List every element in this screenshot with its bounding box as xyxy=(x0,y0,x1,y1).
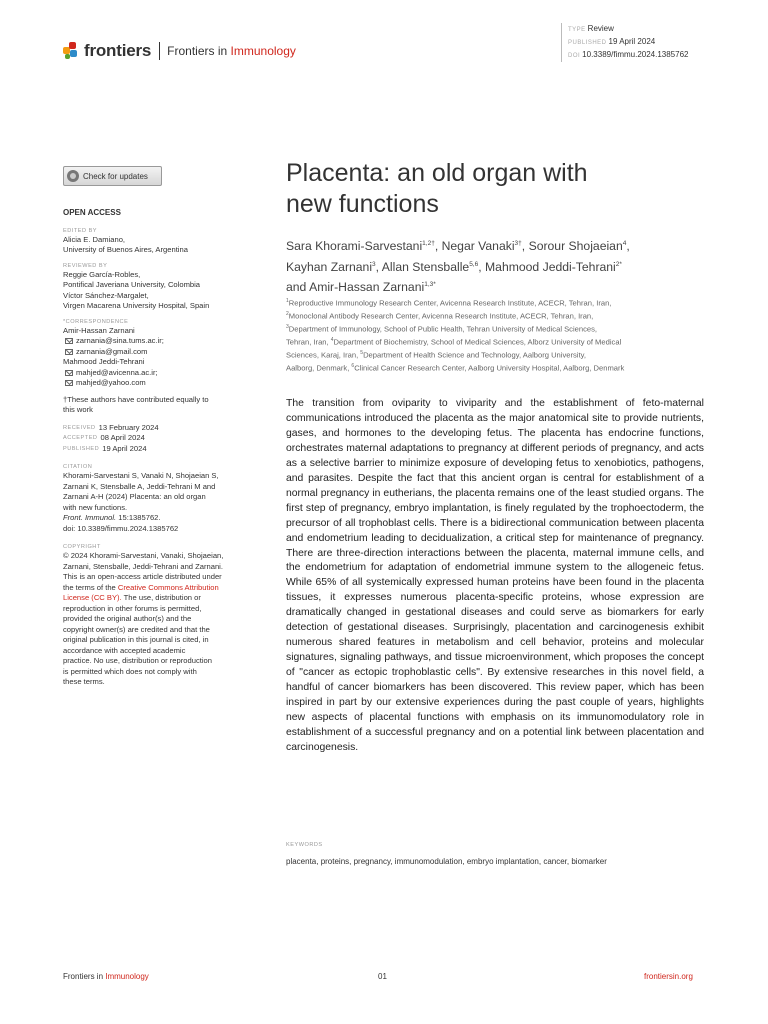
accepted-date xyxy=(63,433,258,444)
affiliation-text: Tehran, Iran, xyxy=(286,337,331,347)
reviewer-name: Víctor Sánchez-Margalet, xyxy=(63,290,149,300)
author-and: and xyxy=(286,280,310,295)
email-link[interactable]: zarnania@sina.tums.ac.ir; xyxy=(76,336,164,345)
affiliation-line xyxy=(286,335,726,348)
copyright-line: © 2024 Khorami-Sarvestani, Vanaki, Shojaeian, xyxy=(63,551,224,560)
copyright-line xyxy=(63,583,258,594)
meta-type-label: TYPE xyxy=(568,27,586,33)
affiliation-text: Department of Biochemistry, School of Medical Sciences, Alborz University of Medical xyxy=(333,337,622,347)
accepted-value: 08 April 2024 xyxy=(100,433,145,442)
author-name[interactable]: Allan Stensballe xyxy=(381,259,470,274)
footer-journal-name: Immunology xyxy=(105,972,149,981)
page-number: 01 xyxy=(378,972,387,981)
author-name[interactable]: Negar Vanaki xyxy=(441,239,515,254)
footer-journal-prefix: Frontiers in xyxy=(63,972,106,981)
crossmark-icon xyxy=(67,170,79,182)
citation-doi[interactable]: doi: 10.3389/fimmu.2024.1385762 xyxy=(63,523,179,533)
affiliation-text: Monoclonal Antibody Research Center, Avicenna Research Institute, ACECR, Tehran, Iran, xyxy=(288,311,594,321)
received-date xyxy=(63,423,258,434)
article-title xyxy=(286,158,716,220)
editor-name: Alicia E. Damiano, xyxy=(63,234,126,244)
author-line xyxy=(286,235,716,256)
email-row[interactable] xyxy=(63,336,258,347)
email-row[interactable] xyxy=(63,378,258,389)
citation-journal: Front. Immunol. xyxy=(63,513,117,522)
affiliation-sup: 4 xyxy=(330,337,334,344)
envelope-icon xyxy=(65,338,73,344)
title-line: new functions xyxy=(286,190,439,218)
copyright-line: is permitted which does not comply with xyxy=(63,666,197,676)
copyright-line xyxy=(63,593,258,604)
affiliations xyxy=(286,296,726,374)
sidebar xyxy=(63,208,258,688)
author-name[interactable]: Kayhan Zarnani xyxy=(286,259,373,274)
contribution-note-line: this work xyxy=(63,405,93,414)
affiliation-sup: 2 xyxy=(286,311,289,318)
affiliation-sup: 5 xyxy=(360,350,364,357)
email-row[interactable] xyxy=(63,347,258,358)
author-sup: 1,3* xyxy=(424,281,436,289)
contribution-note xyxy=(63,395,258,416)
meta-doi[interactable] xyxy=(568,49,688,62)
check-for-updates-button[interactable] xyxy=(63,166,162,186)
affiliation-sup: 1 xyxy=(286,298,289,304)
reviewer-affiliation: Virgen Macarena University Hospital, Spain xyxy=(63,301,210,310)
frontiers-logo[interactable] xyxy=(63,41,296,61)
author-sep: , xyxy=(434,239,442,254)
footer-site-link[interactable]: frontiersin.org xyxy=(644,972,693,981)
journal-name[interactable] xyxy=(167,44,296,58)
meta-type xyxy=(568,23,688,36)
author-sup: 1,2† xyxy=(422,240,435,247)
author-sup: 3† xyxy=(514,240,522,247)
citation-line: Zarnani K, Stensballe A, Jeddi-Tehrani M and xyxy=(63,481,216,491)
journal-title: Immunology xyxy=(230,44,296,58)
affiliation-line xyxy=(286,309,726,322)
meta-doi-value[interactable]: 10.3389/fimmu.2024.1385762 xyxy=(582,50,689,59)
affiliation-text: Department of Health Science and Technology, Aalborg University, xyxy=(363,350,586,360)
author-sep: , xyxy=(521,239,529,254)
corresponding-author-1: Amir-Hassan Zarnani xyxy=(63,325,135,335)
email-link[interactable]: zarnania@gmail.com xyxy=(76,346,148,356)
edited-by-label: EDITED BY xyxy=(63,227,98,234)
cc-license-link[interactable]: License (CC BY). xyxy=(63,593,122,602)
title-line: Placenta: an old organ with xyxy=(286,159,588,187)
affiliation-line xyxy=(286,322,726,335)
open-access-label: OPEN ACCESS xyxy=(63,208,121,217)
affiliation-text: Sciences, Karaj, Iran, xyxy=(286,350,361,360)
copyright-line: copyright owner(s) are credited and that the xyxy=(63,624,210,634)
received-label: RECEIVED xyxy=(63,424,96,431)
citation-line: with new functions. xyxy=(63,502,128,512)
cc-license-link[interactable]: Creative Commons Attribution xyxy=(117,582,219,592)
frontiers-logo-icon xyxy=(63,42,79,60)
meta-published-value: 19 April 2024 xyxy=(608,37,656,46)
copyright-line: provided the original author(s) and the xyxy=(63,614,192,623)
affiliation-line xyxy=(286,296,726,309)
affiliation-line xyxy=(286,361,726,374)
check-for-updates-label: Check for updates xyxy=(83,171,148,181)
affiliation-sup: 6 xyxy=(351,363,355,370)
author-list xyxy=(286,235,716,297)
email-row[interactable] xyxy=(63,368,258,379)
meta-doi-label: DOI xyxy=(568,53,581,59)
author-line xyxy=(286,256,716,277)
author-sep: , xyxy=(478,259,486,274)
header-divider xyxy=(159,42,160,60)
author-name[interactable]: Sara Khorami-Sarvestani xyxy=(286,239,423,254)
email-link[interactable]: mahjed@yahoo.com xyxy=(76,378,146,387)
author-sup: 2* xyxy=(615,260,622,268)
author-name[interactable]: Mahmood Jeddi-Tehrani xyxy=(485,259,616,274)
copyright-line: This is an open-access article distributed under xyxy=(63,572,222,581)
abstract: The transition from oviparity to viviparity and the establishment of feto-maternal communications introduced the placenta as the major anatomical site to provide nutrients, gases, and hormones to the developing fetus. The placenta has endocrine functions, orchestrates maternal adaptations to pregnancy at different periods of pregnancy, and acts as a selective barrier to minimize exposure of developing fetus to xenobiotics, pathogens, and parasites. Despite the fact that this ancient organ is central for establishment of a normal pregnancy in eutherians, the placenta remains one of the least studied organs. The first step of pregnancy, embryo implantation, is finely regulated by the trophoectoderm, the precursor of all trophoblast cells. There is a bidirectional communication between placenta and endometrium leading to decidualization, a critical step for maintenance of pregnancy. There are three-direction interactions between the placenta, maternal immune cells, and the endometrium for adaptation of endometrial immune system to the allogeneic fetus. While 65% of all systemically expressed human proteins have been found in the placenta tissues, it expresses numerous placenta-specific proteins, whose expression are dramatically changed in gestational diseases and could serve as biomarkers for early detection of gestational diseases. Surprisingly, placentation and carcinogenesis exhibit numerous shared features in metabolism and cell behavior, proteins and molecular signatures, signaling pathways, and tissue microenvironment, which proposes the concept of "cancer as ectopic trophoblastic cells". By extensive researches in this novel field, a handful of cancer biomarkers has been discovered. This review paper, which has been inspired in part by our extensive experiences during the past couple of years, highlights new aspects of placental functions with emphasis on its immunomodulatory role in establishment of a successful pregnancy and on a potential link between placentation and carcinogenesis. xyxy=(286,398,704,753)
contribution-note-line: †These authors have contributed equally to xyxy=(63,394,209,404)
copyright-line: these terms. xyxy=(63,677,105,686)
author-sep: , xyxy=(626,239,630,254)
meta-published-label: PUBLISHED xyxy=(568,40,607,46)
footer-journal[interactable] xyxy=(63,972,149,981)
affiliation-text: Clinical Cancer Research Center, Aalborg University Hospital, Aalborg, Denmark xyxy=(354,363,625,373)
copyright-line: original publication in this journal is cited, in xyxy=(63,635,209,644)
affiliation-text: Department of Immunology, School of Public Health, Tehran University of Medical Sciences, xyxy=(288,324,598,334)
article-meta xyxy=(561,23,688,62)
email-link[interactable]: mahjed@avicenna.ac.ir; xyxy=(76,367,158,377)
reviewer-name: Reggie García-Robles, xyxy=(63,269,141,279)
received-value: 13 February 2024 xyxy=(98,422,159,432)
article-dates xyxy=(63,423,258,455)
affiliation-text: Reproductive Immunology Research Center, Avicenna Research Institute, ACECR, Tehran, Iran, xyxy=(288,298,612,308)
author-sep: , xyxy=(375,259,382,274)
citation-journal-line xyxy=(63,513,258,524)
author-sup: 3 xyxy=(372,260,376,268)
accepted-label: ACCEPTED xyxy=(63,435,98,441)
correspondence-label: *CORRESPONDENCE xyxy=(63,318,129,325)
copyright-line: reproduction in other forums is permitted, xyxy=(63,603,202,613)
affiliation-text: Aalborg, Denmark, xyxy=(286,363,352,373)
copyright-line: Zarnani, Stensballe, Jeddi-Tehrani and Zarnani. xyxy=(63,561,223,571)
citation-line: Khorami-Sarvestani S, Vanaki N, Shojaeian S, xyxy=(63,471,219,480)
citation-line: Zarnani A-H (2024) Placenta: an old organ xyxy=(63,492,206,501)
envelope-icon xyxy=(65,349,73,355)
author-line xyxy=(286,276,716,297)
brand-name: frontiers xyxy=(84,41,152,60)
published-value: 19 April 2024 xyxy=(102,443,147,453)
keywords: placenta, proteins, pregnancy, immunomodulation, embryo implantation, cancer, biomarker xyxy=(286,857,607,866)
published-label: PUBLISHED xyxy=(63,445,100,452)
copyright-terms-prefix: the terms of the xyxy=(63,582,118,592)
meta-type-value: Review xyxy=(587,24,614,33)
copyright-label: COPYRIGHT xyxy=(63,544,101,550)
published-date xyxy=(63,444,258,455)
copyright-line: practice. No use, distribution or reproduction xyxy=(63,656,212,665)
author-sup: 5,6 xyxy=(469,260,479,268)
author-name[interactable]: Amir-Hassan Zarnani xyxy=(309,280,425,295)
author-name[interactable]: Sorour Shojaeian xyxy=(528,239,623,254)
envelope-icon xyxy=(65,370,73,376)
journal-prefix: Frontiers in xyxy=(167,44,228,58)
keywords-label: KEYWORDS xyxy=(286,842,323,848)
reviewer-affiliation: Pontifical Javeriana University, Colombia xyxy=(63,280,201,289)
editor-affiliation: University of Buenos Aires, Argentina xyxy=(63,245,188,254)
meta-published xyxy=(568,36,688,49)
corresponding-author-2: Mahmood Jeddi-Tehrani xyxy=(63,357,145,366)
reviewed-by-label: REVIEWED BY xyxy=(63,262,108,269)
author-sup: 4 xyxy=(622,240,627,247)
copyright-text: The use, distribution or xyxy=(121,593,201,602)
citation-volume: 15:1385762. xyxy=(116,513,161,522)
envelope-icon xyxy=(65,380,73,386)
citation-label: CITATION xyxy=(63,464,93,470)
affiliation-sup: 3 xyxy=(286,324,289,331)
copyright-line: accordance with accepted academic xyxy=(63,645,186,655)
affiliation-line xyxy=(286,348,726,361)
